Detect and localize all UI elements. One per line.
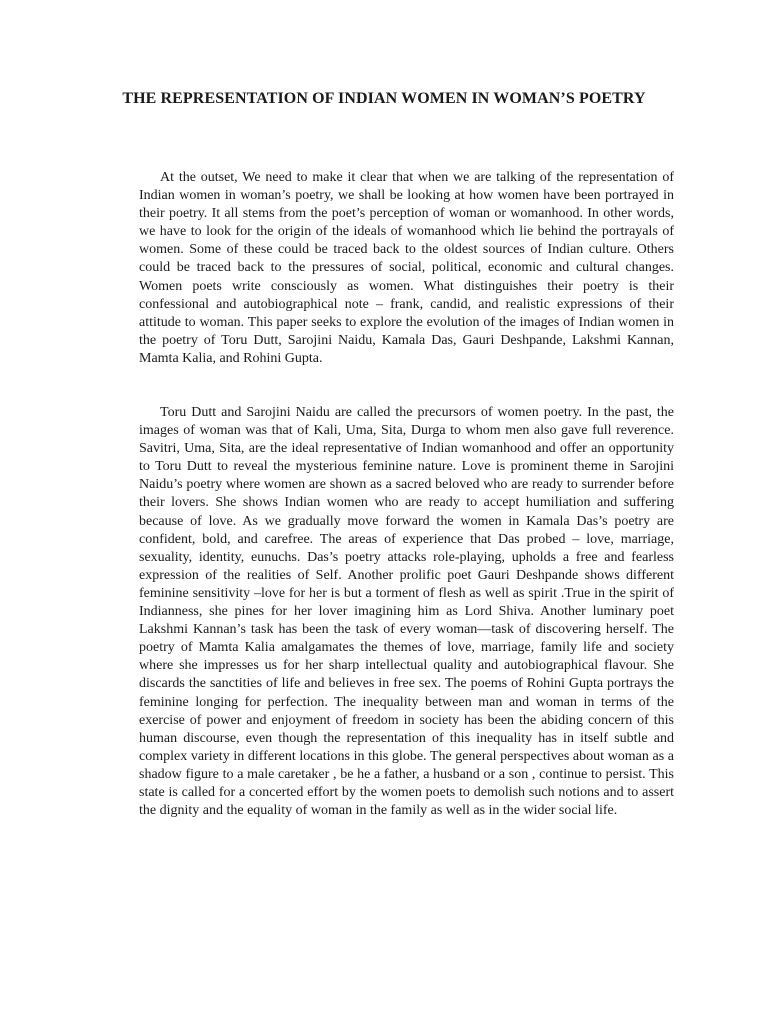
document-title: THE REPRESENTATION OF INDIAN WOMEN IN WOMAN’S POETRY (122, 90, 646, 107)
paragraph-introduction: At the outset, We need to make it clear that when we are talking of the representation of Indian women in woman’s poetry, we shall be looking at how women have been portrayed in their poetry. It all stems from the poet’s perception of woman or womanhood. In other words, we have to look for the origin of the ideals of womanhood which lie behind the portrayals of women. Some of these could be traced back to the oldest sources of Indian culture. Others could be traced back to the pressures of social, political, economic and cultural changes. Women poets write consciously as women. What distinguishes their poetry is their confessional and autobiographical note – frank, candid, and realistic expressions of their attitude to woman. This paper seeks to explore the evolution of the images of Indian women in the poetry of Toru Dutt, Sarojini Naidu, Kamala Das, Gauri Deshpande, Lakshmi Kannan, Mamta Kalia, and Rohini Gupta. (139, 170, 674, 366)
paragraph-poets-overview: Toru Dutt and Sarojini Naidu are called the precursors of women poetry. In the past, the images of woman was that of Kali, Uma, Sita, Durga to whom men also gave full reverence. Savitri, Uma, Sita, are the ideal representative of Indian womanhood and offer an opportunity to Toru Dutt to reveal the mysterious feminine nature. Love is prominent theme in Sarojini Naidu’s poetry where women are shown as a sacred beloved who are ready to surrender before their lovers. She shows Indian women who are ready to accept humiliation and suffering because of love. As we gradually move forward the women in Kamala Das’s poetry are confident, bold, and carefree. The areas of experience that Das probed – love, marriage, sexuality, identity, eunuchs. Das’s poetry attacks role-playing, upholds a free and fearless expression of the realities of Self. Another prolific poet Gauri Deshpande shows different feminine sensitivity –love for her is but a torment of flesh as well as spirit .True in the spirit of Indianness, she pines for her lover imagining him as Lord Shiva. Another luminary poet Lakshmi Kannan’s task has been the task of every woman—task of discovering herself. The poetry of Mamta Kalia amalgamates the themes of love, marriage, family life and society where she impresses us for her sharp intellectual quality and autobiographical flavour. She discards the sanctities of life and believes in free sex. The poems of Rohini Gupta portrays the feminine longing for perfection. The inequality between man and woman in terms of the exercise of power and enjoyment of freedom in society has been the abiding concern of this human discourse, even though the representation of this inequality has in itself subtle and complex variety in different locations in this globe. The general perspectives about woman as a shadow figure to a male caretaker , be he a father, a husband or a son , continue to persist. This state is called for a concerted effort by the women poets to demolish such notions and to assert the dignity and the equality of woman in the family as well as in the wider social life. (139, 405, 674, 819)
